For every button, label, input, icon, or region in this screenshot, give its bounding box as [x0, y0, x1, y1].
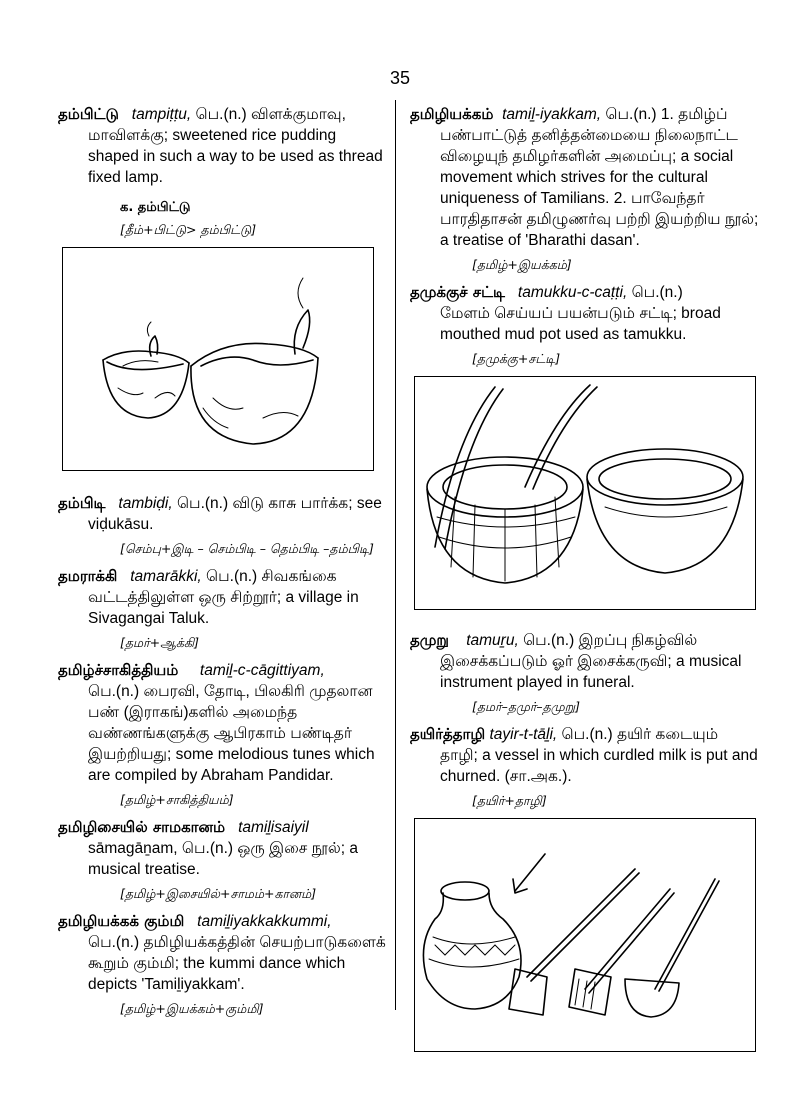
headword: தம்பிடி — [58, 494, 106, 512]
entry-tamil-cagittiyam — [58, 660, 388, 786]
headword: தமிழிசையில் சாமகானம் — [58, 818, 226, 836]
transliteration: tamuṟu, — [466, 632, 519, 649]
etymology: [தமிழ்+இயக்கம்] — [472, 257, 572, 272]
definition-line: பெ.(n.) தயிர் கடையும் — [561, 726, 719, 743]
transliteration: tamukku-c-caṭṭi, — [517, 284, 628, 301]
entry-tambidi — [58, 493, 388, 535]
etymology: [தீம்+பிட்டு> தம்பிட்டு] — [120, 222, 257, 237]
churning-vessel-illustration — [414, 818, 756, 1052]
entry-tamarakki — [58, 566, 388, 629]
transliteration: tamiḻ-c-cāgittiyam, — [199, 662, 325, 679]
lamp-illustration — [62, 247, 374, 471]
right-column — [410, 104, 762, 1052]
etymology: [தமர்–தமுர்–தமுறு] — [472, 699, 581, 714]
definition: பெ.(n.) பைரவி, தோடி, பிலகிரி முதலான பண் (இராகங்)களில் அமைந்த வண்ணங்களுக்கு ஆபிரகாம் பண்டிதர் இயற்றியது; some melodious tunes which are compiled by Abraham Pandidar. — [88, 683, 375, 784]
definition: மேளம் செய்யப் பயன்படும் சட்டி; broad mouthed mud pot used as tamukku. — [440, 305, 721, 343]
etymology: [தமுக்கு+சட்டி] — [472, 351, 561, 366]
definition: viḍukāsu. — [88, 516, 154, 533]
definition: மாவிளக்கு; sweetened rice pudding shaped in such a way to be used as thread fixed lamp. — [88, 127, 383, 186]
etymology: [தமிழ்+இசையில்+சாமம்+கானம்] — [120, 886, 317, 901]
entry-tamukku-catti — [410, 282, 762, 345]
transliteration: tamiḻiyakkakkummi, — [197, 913, 332, 930]
definition: இசைக்கப்படும் ஓர் இசைக்கருவி; a musical instrument played in funeral. — [440, 653, 742, 691]
definition-line: பெ.(n.) விளக்குமாவு, — [195, 106, 346, 123]
headword: தமிழியக்கக் கும்மி — [58, 912, 185, 930]
definition: பண்பாட்டுத் தனித்தன்மையை நிலைநாட்ட விழையுந் தமிழர்களின் அமைப்பு; a social movement which strives for the cultural uniqueness of Tamilians. 2. பாவேந்தர் பாரதிதாசன் தமிழுணர்வு பற்றி இயற்றிய நூல்; a treatise of 'Bharathi dasan'. — [440, 127, 759, 249]
headword: தயிர்த்தாழி — [410, 725, 486, 743]
entry-tamuru — [410, 630, 762, 693]
etymology: [தயிர்+தாழி] — [472, 793, 547, 808]
headword: தமராக்கி — [58, 567, 118, 585]
headword: தமுறு — [410, 631, 449, 649]
entry-tamilisaiyil-samaganam — [58, 817, 388, 880]
definition: தாழி; a vessel in which curdled milk is put and churned. (சா.அக.). — [440, 747, 758, 785]
definition-line: பெ.(n.) 1. தமிழ்ப் — [605, 106, 728, 123]
transliteration: tamarākki, — [130, 568, 202, 585]
definition: sāmagāṉam, பெ.(n.) ஒரு இசை நூல்; a musical treatise. — [88, 840, 359, 878]
transliteration: tampiṭṭu, — [131, 106, 192, 123]
drum-pot-illustration — [414, 376, 756, 610]
definition-line: பெ.(n.) சிவகங்கை — [206, 568, 337, 585]
etymology: [தமிழ்+இயக்கம்+கும்மி] — [120, 1001, 264, 1016]
entry-tamiliyakka-kummi — [58, 911, 388, 995]
etymology: [தமிழ்+சாகித்தியம்] — [120, 792, 234, 807]
etymology: [தமர்+ஆக்கி] — [120, 635, 200, 650]
entry-tamil-iyakkam — [410, 104, 762, 251]
definition: பெ.(n.) தமிழியக்கத்தின் செயற்பாடுகளைக் கூறும் கும்மி; the kummi dance which depicts 'Tamiḻiyakkam'. — [88, 934, 386, 993]
headword: தம்பிட்டு — [58, 105, 119, 123]
definition-line: பெ.(n.) — [631, 284, 683, 301]
page-number: 35 — [389, 68, 411, 88]
transliteration: tambiḍi, — [118, 495, 173, 512]
transliteration: tamiḻ-iyakkam, — [502, 106, 602, 123]
definition-line: பெ.(n.) இறப்பு நிகழ்வில் — [523, 632, 698, 649]
column-divider — [395, 100, 396, 1010]
headword: தமிழியக்கம் — [410, 105, 494, 123]
definition: வட்டத்திலுள்ள ஒரு சிற்றூர்; a village in Sivagangai Taluk. — [88, 589, 359, 627]
entry-tampittu — [58, 104, 388, 188]
definition-line: பெ.(n.) விடு காசு பார்க்க; see — [176, 495, 382, 512]
cognate: க. தம்பிட்டு — [120, 200, 191, 215]
etymology: [செம்பு+இடி – செம்பிடி – தெம்பிடி –தம்பிடி] — [120, 541, 374, 556]
headword: தமுக்குச் சட்டி — [410, 283, 505, 301]
transliteration: tamiḻisaiyil — [238, 819, 309, 836]
left-column — [58, 104, 388, 1026]
headword: தமிழ்ச்சாகித்தியம் — [58, 661, 179, 679]
transliteration: tayir-t-tāḻi, — [489, 726, 558, 743]
entry-tayir-t-tali — [410, 724, 762, 787]
